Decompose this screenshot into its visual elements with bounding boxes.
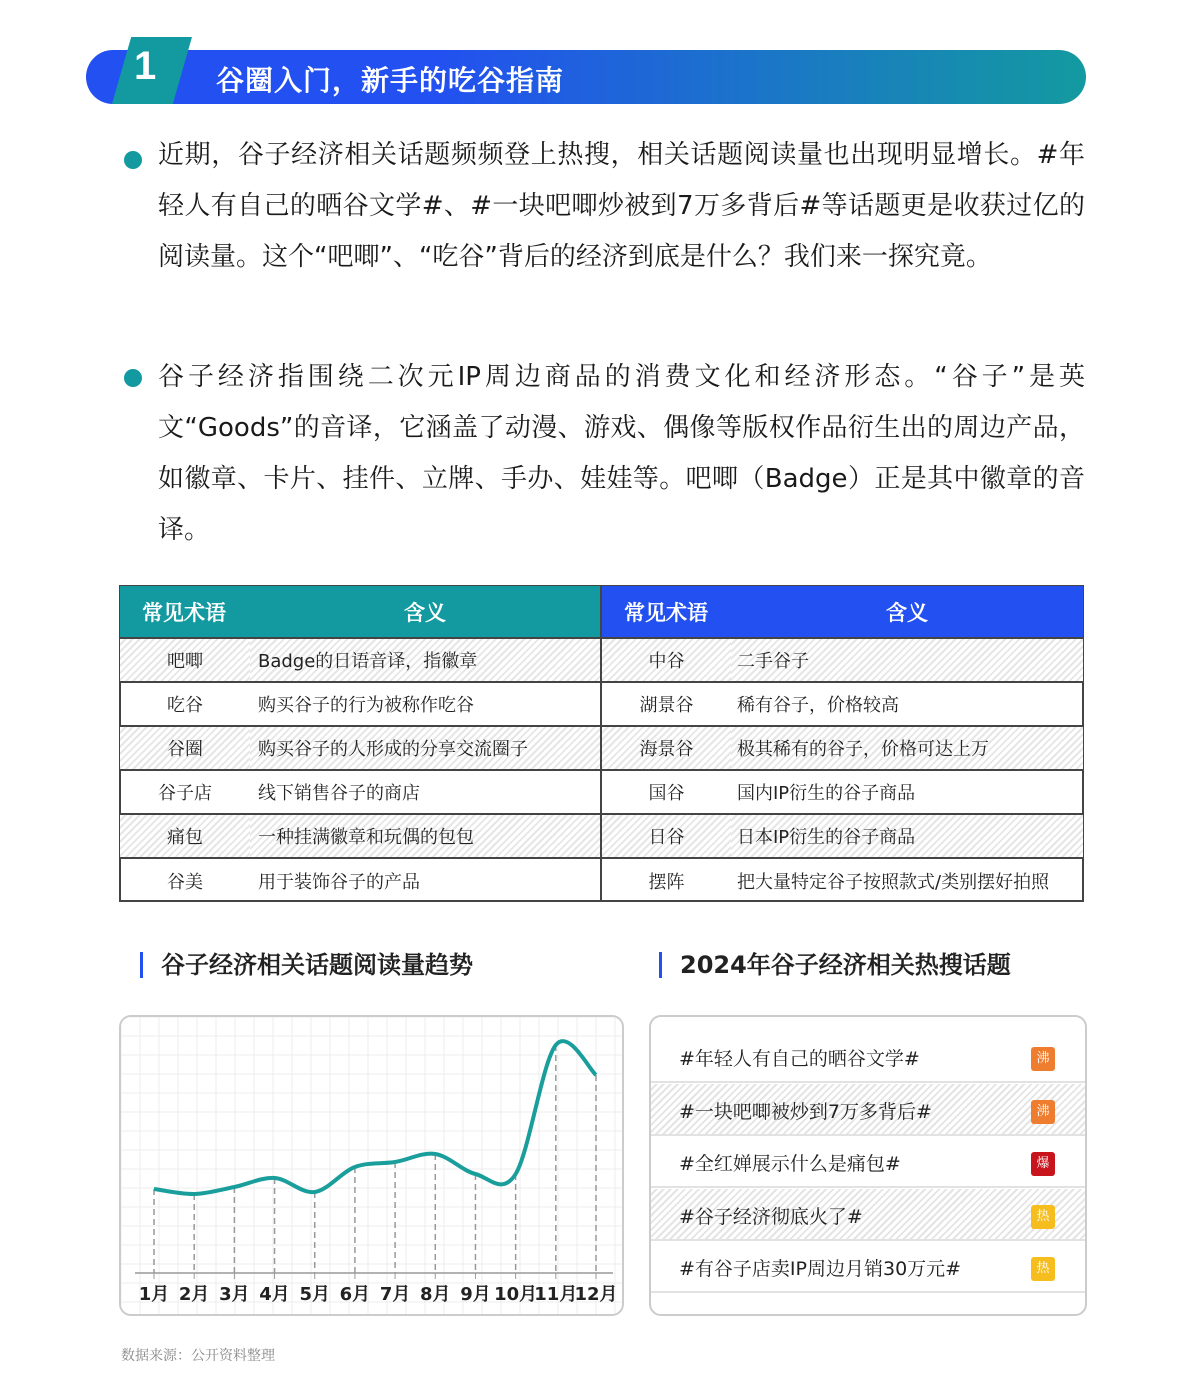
hot-topic-text: #一块吧唧被炒到7万多背后# bbox=[679, 1100, 932, 1123]
hot-topic-text: #谷子经济彻底火了# bbox=[679, 1205, 863, 1228]
meaning-cell: 购买谷子的行为被称作吃谷 bbox=[250, 682, 601, 726]
x-tick-label: 11月 bbox=[534, 1284, 578, 1305]
hot-topic-item[interactable] bbox=[651, 1241, 1085, 1293]
hot-topic-text: #有谷子店卖IP周边月销30万元# bbox=[679, 1258, 962, 1280]
term-cell: 谷圈 bbox=[120, 726, 250, 770]
header-meaning: 含义 bbox=[731, 586, 1083, 638]
table-row bbox=[120, 726, 1083, 770]
x-tick-label: 1月 bbox=[138, 1284, 170, 1305]
chart-title: 谷子经济相关话题阅读量趋势 bbox=[140, 952, 473, 978]
term-cell: 吧唧 bbox=[120, 638, 250, 682]
table-row bbox=[120, 858, 1083, 902]
hot-topic-item[interactable] bbox=[651, 1189, 1085, 1241]
trend-line bbox=[154, 1041, 596, 1194]
hot-topic-item[interactable] bbox=[651, 1031, 1085, 1083]
term-cell: 国谷 bbox=[601, 770, 731, 814]
meaning-cell: 稀有谷子，价格较高 bbox=[731, 682, 1083, 726]
paragraph-definition: 谷子经济指围绕二次元IP周边商品的消费文化和经济形态。“谷子”是英文“Goods”的音译，它涵盖了动漫、游戏、偶像等版权作品衍生出的周边产品，如徽章、卡片、挂件、立牌、手办、娃娃等。吧唧（Badge）正是其中徽章的音译。 bbox=[158, 362, 1085, 545]
bullet-icon bbox=[124, 369, 142, 387]
x-tick-label: 3月 bbox=[219, 1284, 250, 1305]
term-cell: 海景谷 bbox=[601, 726, 731, 770]
bullet-icon bbox=[124, 151, 142, 169]
meaning-cell: 二手谷子 bbox=[731, 638, 1083, 682]
x-tick-label: 8月 bbox=[420, 1284, 451, 1305]
table-row bbox=[120, 814, 1083, 858]
x-tick-label: 10月 bbox=[494, 1284, 538, 1305]
x-tick-label: 4月 bbox=[259, 1284, 290, 1305]
header-term: 常见术语 bbox=[601, 586, 731, 638]
hot-badge: 热 bbox=[1031, 1257, 1055, 1281]
hot-topic-item[interactable] bbox=[651, 1084, 1085, 1136]
trend-chart bbox=[119, 1015, 624, 1316]
paragraph-intro: 近期，谷子经济相关话题频频登上热搜，相关话题阅读量也出现明显增长。#年轻人有自己的晒谷文学#、#一块吧唧炒被到7万多背后#等话题更是收获过亿的阅读量。这个“吧唧”、“吃谷”背后的经济到底是什么？我们来一探究竟。 bbox=[158, 140, 1085, 272]
meaning-cell: 用于装饰谷子的产品 bbox=[250, 858, 601, 902]
data-source: 数据来源：公开资料整理 bbox=[121, 1348, 275, 1364]
meaning-cell: 购买谷子的人形成的分享交流圈子 bbox=[250, 726, 601, 770]
section-number: 1 bbox=[134, 44, 157, 88]
header-term: 常见术语 bbox=[120, 586, 250, 638]
header-meaning: 含义 bbox=[250, 586, 601, 638]
meaning-cell: 一种挂满徽章和玩偶的包包 bbox=[250, 814, 601, 858]
meaning-cell: 把大量特定谷子按照款式/类别摆好拍照 bbox=[731, 858, 1083, 902]
hot-topics-title: 2024年谷子经济相关热搜话题 bbox=[659, 952, 1011, 978]
meaning-cell: Badge的日语音译，指徽章 bbox=[250, 638, 601, 682]
hot-topic-text: #全红婵展示什么是痛包# bbox=[679, 1153, 901, 1175]
hot-badge: 爆 bbox=[1031, 1152, 1055, 1176]
hot-topic-text: #年轻人有自己的晒谷文学# bbox=[679, 1048, 920, 1070]
meaning-cell: 日本IP衍生的谷子商品 bbox=[731, 814, 1083, 858]
meaning-cell: 极其稀有的谷子，价格可达上万 bbox=[731, 726, 1083, 770]
term-cell: 湖景谷 bbox=[601, 682, 731, 726]
section-banner bbox=[86, 50, 1086, 104]
x-tick-label: 5月 bbox=[299, 1284, 330, 1305]
meaning-cell: 国内IP衍生的谷子商品 bbox=[731, 770, 1083, 814]
term-cell: 吃谷 bbox=[120, 682, 250, 726]
x-tick-label: 12月 bbox=[574, 1284, 618, 1305]
table-row bbox=[120, 770, 1083, 814]
term-cell: 谷美 bbox=[120, 858, 250, 902]
hot-topics-list bbox=[649, 1015, 1087, 1316]
trend-chart-svg bbox=[121, 1017, 624, 1316]
term-cell: 中谷 bbox=[601, 638, 731, 682]
x-tick-label: 9月 bbox=[460, 1284, 491, 1305]
terms-table bbox=[120, 586, 1083, 902]
hot-badge: 沸 bbox=[1031, 1047, 1055, 1071]
x-tick-label: 2月 bbox=[178, 1284, 210, 1305]
meaning-cell: 线下销售谷子的商店 bbox=[250, 770, 601, 814]
x-tick-label: 7月 bbox=[379, 1284, 411, 1305]
hot-badge: 沸 bbox=[1031, 1100, 1055, 1124]
table-row bbox=[120, 682, 1083, 726]
x-tick-label: 6月 bbox=[339, 1284, 371, 1305]
term-cell: 痛包 bbox=[120, 814, 250, 858]
hot-badge: 热 bbox=[1031, 1205, 1055, 1229]
hot-topic-item[interactable] bbox=[651, 1136, 1085, 1188]
term-cell: 摆阵 bbox=[601, 858, 731, 902]
section-title: 谷圈入门，新手的吃谷指南 bbox=[216, 64, 565, 97]
term-cell: 谷子店 bbox=[120, 770, 250, 814]
term-cell: 日谷 bbox=[601, 814, 731, 858]
table-row bbox=[120, 638, 1083, 682]
